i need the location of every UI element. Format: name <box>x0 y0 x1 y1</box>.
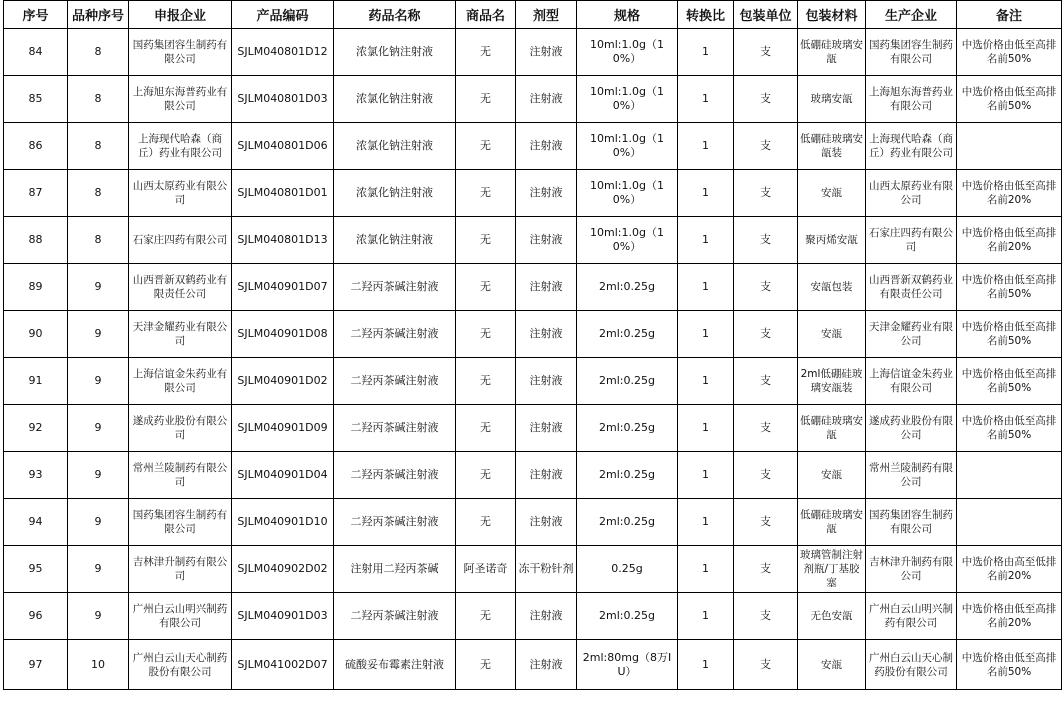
trade-name-cell: 无 <box>456 593 516 640</box>
package-unit-cell: 支 <box>734 452 798 499</box>
header-cell: 备注 <box>957 1 1062 29</box>
package-unit-cell: 支 <box>734 640 798 690</box>
remarks-cell: 中选价格由低至高排名前20% <box>957 217 1062 264</box>
drug-name-cell: 浓氯化钠注射液 <box>334 76 456 123</box>
remarks-cell: 中选价格由低至高排名前50% <box>957 311 1062 358</box>
dosage-form-cell: 注射液 <box>516 311 577 358</box>
package-material-cell: 玻璃安瓿 <box>798 76 866 123</box>
drug-name-cell: 注射用二羟丙茶碱 <box>334 546 456 593</box>
applicant-company-cell: 天津金耀药业有限公司 <box>129 311 232 358</box>
header-cell: 包装单位 <box>734 1 798 29</box>
package-material-cell: 低硼硅玻璃安瓿 <box>798 499 866 546</box>
table-row <box>4 29 1062 76</box>
header-row <box>4 1 1062 29</box>
package-material-cell: 玻璃管制注射剂瓶/丁基胶塞 <box>798 546 866 593</box>
table-row <box>4 358 1062 405</box>
manufacturer-cell: 吉林津升制药有限公司 <box>866 546 957 593</box>
specification-cell: 10ml:1.0g（10%） <box>577 217 678 264</box>
conversion-ratio-cell: 1 <box>678 76 734 123</box>
drug-name-cell: 二羟丙茶碱注射液 <box>334 264 456 311</box>
package-material-cell: 安瓿 <box>798 452 866 499</box>
drug-name-cell: 二羟丙茶碱注射液 <box>334 593 456 640</box>
table-row <box>4 452 1062 499</box>
table-row <box>4 76 1062 123</box>
header-cell: 申报企业 <box>129 1 232 29</box>
header-cell: 规格 <box>577 1 678 29</box>
package-unit-cell: 支 <box>734 76 798 123</box>
header-cell: 转换比 <box>678 1 734 29</box>
header-cell: 包装材料 <box>798 1 866 29</box>
table-row <box>4 123 1062 170</box>
trade-name-cell: 无 <box>456 640 516 690</box>
variety-number-cell: 8 <box>68 29 129 76</box>
package-material-cell: 低硼硅玻璃安瓿 <box>798 29 866 76</box>
specification-cell: 2ml:0.25g <box>577 452 678 499</box>
trade-name-cell: 无 <box>456 76 516 123</box>
specification-cell: 2ml:0.25g <box>577 405 678 452</box>
trade-name-cell: 无 <box>456 499 516 546</box>
remarks-cell <box>957 499 1062 546</box>
trade-name-cell: 无 <box>456 311 516 358</box>
drug-name-cell: 浓氯化钠注射液 <box>334 29 456 76</box>
manufacturer-cell: 天津金耀药业有限公司 <box>866 311 957 358</box>
package-unit-cell: 支 <box>734 123 798 170</box>
remarks-cell: 中选价格由高至低排名前20% <box>957 546 1062 593</box>
specification-cell: 10ml:1.0g（10%） <box>577 123 678 170</box>
row-number-cell: 95 <box>4 546 68 593</box>
conversion-ratio-cell: 1 <box>678 593 734 640</box>
header-cell: 产品编码 <box>232 1 334 29</box>
conversion-ratio-cell: 1 <box>678 311 734 358</box>
specification-cell: 2ml:0.25g <box>577 499 678 546</box>
trade-name-cell: 无 <box>456 29 516 76</box>
product-code-cell: SJLM040901D03 <box>232 593 334 640</box>
conversion-ratio-cell: 1 <box>678 217 734 264</box>
product-code-cell: SJLM040801D06 <box>232 123 334 170</box>
header-cell: 剂型 <box>516 1 577 29</box>
dosage-form-cell: 注射液 <box>516 358 577 405</box>
drug-name-cell: 浓氯化钠注射液 <box>334 217 456 264</box>
manufacturer-cell: 山西晋新双鹤药业有限责任公司 <box>866 264 957 311</box>
package-unit-cell: 支 <box>734 499 798 546</box>
drug-price-table <box>3 0 1062 690</box>
conversion-ratio-cell: 1 <box>678 264 734 311</box>
package-material-cell: 安瓿 <box>798 311 866 358</box>
product-code-cell: SJLM040801D03 <box>232 76 334 123</box>
trade-name-cell: 无 <box>456 452 516 499</box>
specification-cell: 0.25g <box>577 546 678 593</box>
remarks-cell <box>957 123 1062 170</box>
trade-name-cell: 无 <box>456 123 516 170</box>
applicant-company-cell: 国药集团容生制药有限公司 <box>129 499 232 546</box>
package-unit-cell: 支 <box>734 311 798 358</box>
conversion-ratio-cell: 1 <box>678 452 734 499</box>
specification-cell: 2ml:0.25g <box>577 264 678 311</box>
applicant-company-cell: 上海信谊金朱药业有限公司 <box>129 358 232 405</box>
header-cell: 生产企业 <box>866 1 957 29</box>
variety-number-cell: 9 <box>68 311 129 358</box>
conversion-ratio-cell: 1 <box>678 546 734 593</box>
product-code-cell: SJLM040901D08 <box>232 311 334 358</box>
row-number-cell: 97 <box>4 640 68 690</box>
dosage-form-cell: 注射液 <box>516 405 577 452</box>
variety-number-cell: 8 <box>68 170 129 217</box>
package-unit-cell: 支 <box>734 264 798 311</box>
dosage-form-cell: 注射液 <box>516 499 577 546</box>
package-unit-cell: 支 <box>734 593 798 640</box>
table-row <box>4 640 1062 690</box>
applicant-company-cell: 遂成药业股份有限公司 <box>129 405 232 452</box>
trade-name-cell: 无 <box>456 170 516 217</box>
package-material-cell: 低硼硅玻璃安瓿 <box>798 405 866 452</box>
table-row <box>4 170 1062 217</box>
dosage-form-cell: 注射液 <box>516 452 577 499</box>
dosage-form-cell: 注射液 <box>516 170 577 217</box>
manufacturer-cell: 石家庄四药有限公司 <box>866 217 957 264</box>
trade-name-cell: 无 <box>456 358 516 405</box>
manufacturer-cell: 广州白云山天心制药股份有限公司 <box>866 640 957 690</box>
applicant-company-cell: 吉林津升制药有限公司 <box>129 546 232 593</box>
package-unit-cell: 支 <box>734 546 798 593</box>
dosage-form-cell: 注射液 <box>516 76 577 123</box>
drug-name-cell: 硫酸妥布霉素注射液 <box>334 640 456 690</box>
remarks-cell: 中选价格由低至高排名前50% <box>957 264 1062 311</box>
table-row <box>4 311 1062 358</box>
conversion-ratio-cell: 1 <box>678 358 734 405</box>
applicant-company-cell: 石家庄四药有限公司 <box>129 217 232 264</box>
table-row <box>4 264 1062 311</box>
remarks-cell <box>957 452 1062 499</box>
dosage-form-cell: 注射液 <box>516 123 577 170</box>
dosage-form-cell: 冻干粉针剂 <box>516 546 577 593</box>
variety-number-cell: 9 <box>68 358 129 405</box>
variety-number-cell: 9 <box>68 593 129 640</box>
product-code-cell: SJLM040902D02 <box>232 546 334 593</box>
row-number-cell: 87 <box>4 170 68 217</box>
specification-cell: 10ml:1.0g（10%） <box>577 76 678 123</box>
row-number-cell: 93 <box>4 452 68 499</box>
package-unit-cell: 支 <box>734 405 798 452</box>
drug-name-cell: 二羟丙茶碱注射液 <box>334 405 456 452</box>
trade-name-cell: 无 <box>456 264 516 311</box>
applicant-company-cell: 广州白云山天心制药股份有限公司 <box>129 640 232 690</box>
specification-cell: 10ml:1.0g（10%） <box>577 170 678 217</box>
product-code-cell: SJLM040801D13 <box>232 217 334 264</box>
conversion-ratio-cell: 1 <box>678 405 734 452</box>
conversion-ratio-cell: 1 <box>678 499 734 546</box>
table-row <box>4 405 1062 452</box>
row-number-cell: 84 <box>4 29 68 76</box>
row-number-cell: 92 <box>4 405 68 452</box>
row-number-cell: 89 <box>4 264 68 311</box>
conversion-ratio-cell: 1 <box>678 123 734 170</box>
remarks-cell: 中选价格由低至高排名前20% <box>957 170 1062 217</box>
product-code-cell: SJLM040801D12 <box>232 29 334 76</box>
header-cell: 品种序号 <box>68 1 129 29</box>
row-number-cell: 90 <box>4 311 68 358</box>
row-number-cell: 91 <box>4 358 68 405</box>
remarks-cell: 中选价格由低至高排名前20% <box>957 593 1062 640</box>
specification-cell: 10ml:1.0g（10%） <box>577 29 678 76</box>
package-unit-cell: 支 <box>734 358 798 405</box>
drug-name-cell: 二羟丙茶碱注射液 <box>334 499 456 546</box>
specification-cell: 2ml:0.25g <box>577 311 678 358</box>
manufacturer-cell: 常州兰陵制药有限公司 <box>866 452 957 499</box>
specification-cell: 2ml:0.25g <box>577 358 678 405</box>
dosage-form-cell: 注射液 <box>516 217 577 264</box>
package-material-cell: 2ml低硼硅玻璃安瓿装 <box>798 358 866 405</box>
specification-cell: 2ml:0.25g <box>577 593 678 640</box>
product-code-cell: SJLM040901D02 <box>232 358 334 405</box>
table-row <box>4 499 1062 546</box>
applicant-company-cell: 山西太原药业有限公司 <box>129 170 232 217</box>
trade-name-cell: 阿圣诺奇 <box>456 546 516 593</box>
variety-number-cell: 9 <box>68 264 129 311</box>
applicant-company-cell: 山西晋新双鹤药业有限责任公司 <box>129 264 232 311</box>
row-number-cell: 96 <box>4 593 68 640</box>
trade-name-cell: 无 <box>456 217 516 264</box>
variety-number-cell: 8 <box>68 217 129 264</box>
manufacturer-cell: 国药集团容生制药有限公司 <box>866 499 957 546</box>
package-unit-cell: 支 <box>734 217 798 264</box>
conversion-ratio-cell: 1 <box>678 29 734 76</box>
manufacturer-cell: 上海现代哈森（商丘）药业有限公司 <box>866 123 957 170</box>
package-material-cell: 安瓿 <box>798 170 866 217</box>
product-code-cell: SJLM040901D04 <box>232 452 334 499</box>
manufacturer-cell: 上海信谊金朱药业有限公司 <box>866 358 957 405</box>
applicant-company-cell: 常州兰陵制药有限公司 <box>129 452 232 499</box>
product-code-cell: SJLM041002D07 <box>232 640 334 690</box>
applicant-company-cell: 广州白云山明兴制药有限公司 <box>129 593 232 640</box>
row-number-cell: 94 <box>4 499 68 546</box>
trade-name-cell: 无 <box>456 405 516 452</box>
package-unit-cell: 支 <box>734 29 798 76</box>
variety-number-cell: 9 <box>68 499 129 546</box>
package-material-cell: 聚丙烯安瓿 <box>798 217 866 264</box>
row-number-cell: 86 <box>4 123 68 170</box>
product-code-cell: SJLM040901D10 <box>232 499 334 546</box>
manufacturer-cell: 山西太原药业有限公司 <box>866 170 957 217</box>
row-number-cell: 88 <box>4 217 68 264</box>
package-material-cell: 安瓿包装 <box>798 264 866 311</box>
header-cell: 序号 <box>4 1 68 29</box>
manufacturer-cell: 上海旭东海普药业有限公司 <box>866 76 957 123</box>
conversion-ratio-cell: 1 <box>678 640 734 690</box>
remarks-cell: 中选价格由低至高排名前50% <box>957 640 1062 690</box>
package-material-cell: 安瓿 <box>798 640 866 690</box>
package-material-cell: 无色安瓿 <box>798 593 866 640</box>
table-row <box>4 546 1062 593</box>
variety-number-cell: 9 <box>68 546 129 593</box>
remarks-cell: 中选价格由低至高排名前50% <box>957 358 1062 405</box>
product-code-cell: SJLM040901D09 <box>232 405 334 452</box>
dosage-form-cell: 注射液 <box>516 29 577 76</box>
variety-number-cell: 10 <box>68 640 129 690</box>
manufacturer-cell: 国药集团容生制药有限公司 <box>866 29 957 76</box>
header-cell: 商品名 <box>456 1 516 29</box>
product-code-cell: SJLM040801D01 <box>232 170 334 217</box>
applicant-company-cell: 上海旭东海普药业有限公司 <box>129 76 232 123</box>
header-cell: 药品名称 <box>334 1 456 29</box>
manufacturer-cell: 广州白云山明兴制药有限公司 <box>866 593 957 640</box>
dosage-form-cell: 注射液 <box>516 640 577 690</box>
remarks-cell: 中选价格由低至高排名前50% <box>957 29 1062 76</box>
specification-cell: 2ml:80mg（8万IU） <box>577 640 678 690</box>
drug-name-cell: 浓氯化钠注射液 <box>334 170 456 217</box>
row-number-cell: 85 <box>4 76 68 123</box>
variety-number-cell: 8 <box>68 123 129 170</box>
conversion-ratio-cell: 1 <box>678 170 734 217</box>
table-row <box>4 593 1062 640</box>
applicant-company-cell: 国药集团容生制药有限公司 <box>129 29 232 76</box>
drug-name-cell: 二羟丙茶碱注射液 <box>334 311 456 358</box>
table-row <box>4 217 1062 264</box>
package-material-cell: 低硼硅玻璃安瓿装 <box>798 123 866 170</box>
product-code-cell: SJLM040901D07 <box>232 264 334 311</box>
manufacturer-cell: 遂成药业股份有限公司 <box>866 405 957 452</box>
remarks-cell: 中选价格由低至高排名前50% <box>957 76 1062 123</box>
dosage-form-cell: 注射液 <box>516 593 577 640</box>
applicant-company-cell: 上海现代哈森（商丘）药业有限公司 <box>129 123 232 170</box>
remarks-cell: 中选价格由低至高排名前50% <box>957 405 1062 452</box>
drug-name-cell: 二羟丙茶碱注射液 <box>334 452 456 499</box>
dosage-form-cell: 注射液 <box>516 264 577 311</box>
variety-number-cell: 8 <box>68 76 129 123</box>
variety-number-cell: 9 <box>68 405 129 452</box>
variety-number-cell: 9 <box>68 452 129 499</box>
drug-name-cell: 二羟丙茶碱注射液 <box>334 358 456 405</box>
package-unit-cell: 支 <box>734 170 798 217</box>
table-body <box>4 29 1062 690</box>
drug-name-cell: 浓氯化钠注射液 <box>334 123 456 170</box>
